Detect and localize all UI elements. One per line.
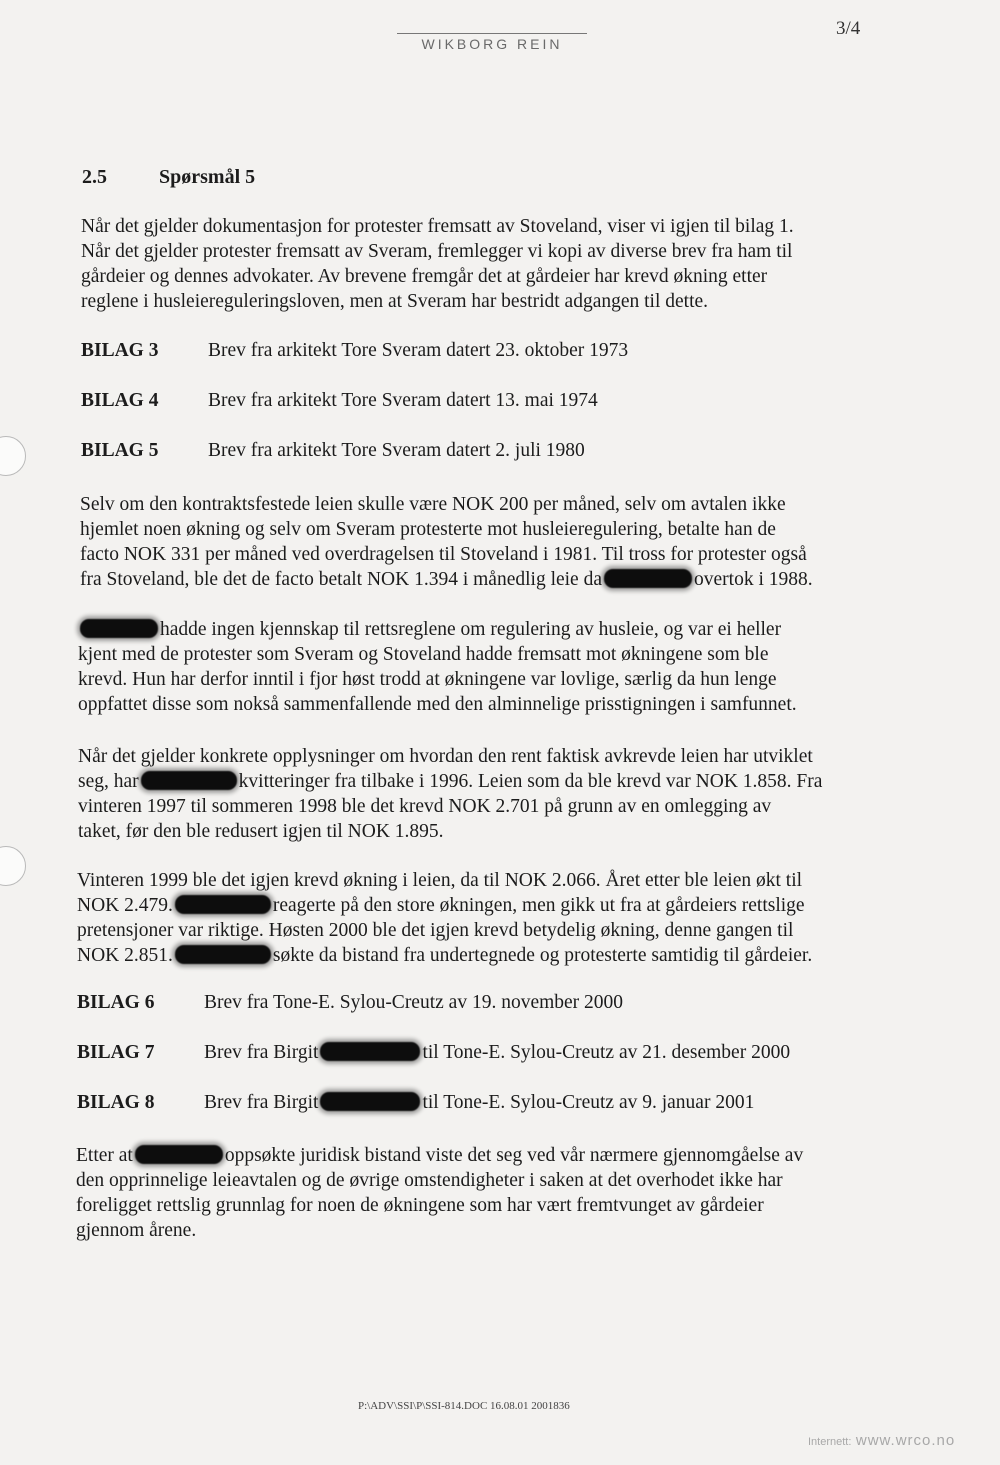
website-label: Internett:: [808, 1436, 852, 1448]
attachment-description: Brev fra Tone-E. Sylou-Creutz av 19. november 2000: [204, 992, 624, 1013]
text-segment: NOK 2.479.: [77, 895, 173, 916]
text-line: [78, 617, 797, 642]
attachment-description: Brev fra arkitekt Tore Sveram datert 13. mai 1974: [208, 390, 598, 411]
text-line: foreligget rettslig grunnlag for noen de økningene som har vært fremtvunget av gårdeier: [76, 1195, 764, 1216]
text-line: Vinteren 1999 ble det igjen krevd økning i leien, da til NOK 2.066. Året etter ble leien økt til: [77, 870, 803, 891]
text-line: kjent med de protester som Sveram og Stoveland hadde fremsatt mot økningene som ble: [78, 644, 769, 665]
text-line: [76, 1143, 803, 1168]
attachment-description: Brev fra arkitekt Tore Sveram datert 23. oktober 1973: [208, 340, 629, 361]
attachment-description: [204, 1042, 790, 1064]
text-line: Når det gjelder dokumentasjon for protester fremsatt av Stoveland, viser vi igjen til bilag 1.: [81, 216, 794, 237]
paragraph-3: [78, 617, 797, 717]
redacted-name: [80, 619, 158, 638]
section-title: Spørsmål 5: [159, 166, 256, 188]
text-segment: Brev fra Birgit: [204, 1092, 319, 1113]
redacted-name: [604, 569, 692, 588]
text-line: Selv om den kontraktsfestede leien skulle være NOK 200 per måned, selv om avtalen ikke: [80, 494, 786, 515]
text-line: Når det gjelder konkrete opplysninger om hvordan den rent faktisk avkrevde leien har utviklet: [78, 746, 813, 767]
text-segment: til Tone-E. Sylou-Creutz av 9. januar 2001: [422, 1092, 755, 1113]
redacted-name: [320, 1042, 420, 1061]
text-line: hjemlet noen økning og selv om Sveram protesterte mot husleieregulering, betalte han de: [80, 519, 776, 540]
text-line: den opprinnelige leieavtalen og de øvrige omstendigheter i saken at det overhodet ikke har: [76, 1170, 783, 1191]
redacted-name: [135, 1145, 223, 1164]
page-number: 3/4: [836, 18, 861, 39]
text-segment: overtok i 1988.: [694, 569, 813, 590]
attachment-label: BILAG 3: [81, 340, 159, 361]
attachment-label: BILAG 5: [81, 440, 159, 461]
document-file-path: P:\ADV\SSI\P\SSI-814.DOC 16.08.01 2001836: [358, 1400, 570, 1412]
text-line: Når det gjelder protester fremsatt av Sveram, fremlegger vi kopi av diverse brev fra ham til: [81, 241, 793, 262]
text-segment: kvitteringer fra tilbake i 1996. Leien som da ble krevd var NOK 1.858. Fra: [238, 771, 823, 792]
footer-website: [808, 1432, 955, 1450]
redacted-name: [141, 771, 237, 790]
text-segment: søkte da bistand fra undertegnede og protesterte samtidig til gårdeier.: [272, 945, 813, 966]
attachment-description: [204, 1092, 754, 1114]
text-line: vinteren 1997 til sommeren 1998 ble det krevd NOK 2.701 på grunn av en omlegging av: [78, 796, 772, 817]
paragraph-4: [78, 744, 822, 844]
paragraph-6: [76, 1143, 803, 1243]
text-line: reglene i husleiereguleringsloven, men at Sveram har bestridt adgangen til dette.: [81, 291, 709, 312]
punch-hole-top: [0, 436, 26, 476]
text-segment: til Tone-E. Sylou-Creutz av 21. desember 2000: [422, 1042, 791, 1063]
punch-hole-bottom: [0, 846, 26, 886]
attachment-label: BILAG 7: [77, 1042, 155, 1063]
attachment-label: BILAG 8: [77, 1092, 155, 1113]
section-number: 2.5: [82, 166, 107, 188]
paragraph-2: [80, 492, 813, 592]
attachment-label: BILAG 4: [81, 390, 159, 411]
text-line: oppfattet disse som nokså sammenfallende med den alminnelige prisstigningen i samfunnet.: [78, 694, 797, 715]
text-segment: NOK 2.851.: [77, 945, 173, 966]
text-line: facto NOK 331 per måned ved overdragelsen til Stoveland i 1981. Til tross for protester også: [80, 544, 807, 565]
attachment-description: Brev fra arkitekt Tore Sveram datert 2. juli 1980: [208, 440, 585, 461]
text-segment: fra Stoveland, ble det de facto betalt NOK 1.394 i månedlig leie da: [80, 569, 602, 590]
text-line: krevd. Hun har derfor inntil i fjor høst trodd at økningene var lovlige, særlig da hun lenge: [78, 669, 777, 690]
text-segment: Brev fra Birgit: [204, 1042, 319, 1063]
text-line: [77, 943, 812, 968]
redacted-name: [320, 1092, 420, 1111]
website-url: www.wrco.no: [855, 1432, 956, 1449]
redacted-name: [175, 895, 271, 914]
text-segment: hadde ingen kjennskap til rettsreglene om regulering av husleie, og var ei heller: [160, 619, 782, 640]
attachment-label: BILAG 6: [77, 992, 155, 1013]
text-line: taket, før den ble redusert igjen til NOK 1.895.: [78, 821, 444, 842]
paragraph-1: [81, 214, 794, 314]
text-segment: seg, har: [78, 771, 139, 792]
text-line: gjennom årene.: [76, 1220, 197, 1241]
text-line: [77, 893, 812, 918]
text-line: [80, 567, 813, 592]
text-segment: reagerte på den store økningen, men gikk ut fra at gårdeiers rettslige: [272, 895, 805, 916]
letterhead-firm-name: WIKBORG REIN: [397, 33, 587, 52]
text-line: gårdeier og dennes advokater. Av brevene fremgår det at gårdeier har krevd økning etter: [81, 266, 768, 287]
redacted-name: [175, 945, 271, 964]
paragraph-5: [77, 868, 812, 968]
text-line: [78, 769, 822, 794]
text-segment: Etter at: [76, 1145, 133, 1166]
text-line: pretensjoner var riktige. Høsten 2000 ble det igjen krevd betydelig økning, denne gangen til: [77, 920, 794, 941]
text-segment: oppsøkte juridisk bistand viste det seg ved vår nærmere gjennomgåelse av: [224, 1145, 804, 1166]
